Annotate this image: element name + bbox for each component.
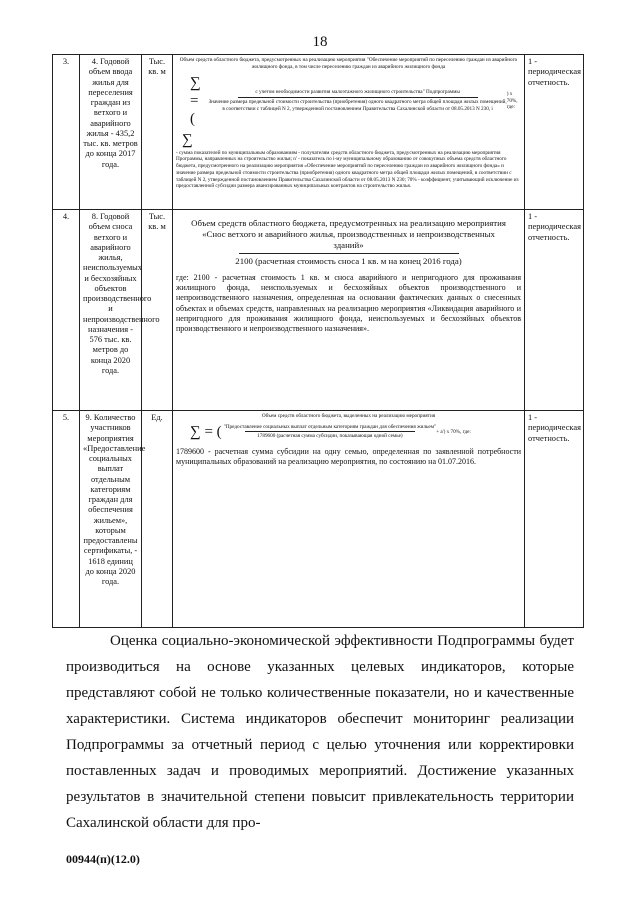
reporting-frequency: 1 - периодическая отчетность. <box>525 55 584 210</box>
fraction-line <box>238 97 478 98</box>
unit-of-measure: Тыс. кв. м <box>142 210 173 411</box>
table-row <box>53 411 584 628</box>
formula-fraction <box>190 423 521 441</box>
formula-tail: ) х 70%, где: <box>506 90 518 111</box>
formula-numerator: Объем средств областного бюджета, предусмотренных на реализацию мероприятия «Снос ветхого и аварийного жилья, производственных и непроизводственных зданий» <box>191 218 506 250</box>
formula-cell <box>173 55 525 210</box>
reporting-frequency: 1 - периодическая отчетность. <box>525 210 584 411</box>
formula-description: 1789600 - расчетная сумма субсидии на одну семью, определенная по заявленной потребности муниципальных образований на реализацию мероприятия, по состоянию на 01.07.2016. <box>176 447 521 467</box>
unit-of-measure: Тыс. кв. м <box>142 55 173 210</box>
formula-numerator: с учетом необходимости развития малоэтажного жилищного строительства" Подпрограммы <box>255 89 460 96</box>
formula-legend: - сумма показателей по муниципальным образованиям - получателям средств областного бюджета, предусмотренных на реализацию мероприятия Программы, направленных на строительство жилья; n' - показатель по i-му муниципальному образованию от совокупных объема средств областного бюджета, предусмотренного на реализацию мероприятия «Обеспечение мероприятий по переселению граждан из аварийного жилищного фонда» и значение размера предельной стоимости строительства (приобретения) одного квадратного метра общей площади жилых помещений, в соответствии с таблицей N 2, утвержденной постановлением Правительства Сахалинской области от 08.05.2013 N 230; 70% - коэффициент, учитывающий исключение из предоставленной субсидии размера авансированных муниципальных контрактов на строительство жилья. <box>176 149 519 190</box>
unit-of-measure: Ед. <box>142 411 173 628</box>
indicator-name: 4. Годовой объем ввода жилья для переселения граждан из ветхого и аварийного жилья - 435,2 тыс. кв. метров до конца 2017 года. <box>80 55 142 210</box>
formula-title: Объем средств областного бюджета, предусмотренных на реализацию мероприятия "Обеспечение мероприятий по переселению граждан из аварийного жилищного фонда, в том числе переселению граждан из аварийного жилищного фонда <box>179 57 518 70</box>
body-paragraph: Оценка социально-экономической эффективности Подпрограммы будет производиться на основе указанных целевых индикаторов, которые представляют собой не только количественные показатели, но и качественные характеристики. Система индикаторов обеспечит мониторинг реализации Подпрограммы за отчетный период с целью уточнения или корректировки поставленных задач и проводимых мероприятий. Достижение указанных результатов в значительной степени повысит привлекательность территории Сахалинской области для про- <box>66 633 574 831</box>
row-number: 5. <box>53 411 80 628</box>
table-row <box>53 210 584 411</box>
formula-denominator: Значение размера предельной стоимости строительства (приобретения) одного квадратного метра общей площади жилых помещений, в соответствии с таблицей N 2, утвержденной постановлением Правительства Сахалинской области от 08.05.2013 N 230, i <box>208 99 507 112</box>
formula-tail: + а') х 70%, где: <box>436 428 471 435</box>
formula-denominator: 2100 (расчетная стоимость сноса 1 кв. м на конец 2016 года) <box>235 255 462 266</box>
row-number: 4. <box>53 210 80 411</box>
sigma-symbol: ∑ <box>182 132 193 149</box>
document-code: 00944(п)(12.0) <box>66 852 140 866</box>
formula-denominator: 1789600 (расчетная сумма субсидии, показывающая одной семье) <box>257 433 403 440</box>
indicator-name: 9. Количество участников мероприятия «Предоставление социальных выплат отдельным категориям граждан для обеспечения жильем», которым предоставлены сертификаты, - 1618 единиц до конца 2020 года. <box>80 411 142 628</box>
sigma-symbol: ∑ = ( <box>190 74 201 128</box>
formula-cell <box>173 411 525 628</box>
reporting-frequency: 1 - периодическая отчетность. <box>525 411 584 628</box>
sigma-symbol: ∑ = ( <box>190 423 222 440</box>
formula-cell <box>173 210 525 411</box>
fraction-line <box>239 253 459 254</box>
row-number: 3. <box>53 55 80 210</box>
indicator-name: 8. Годовой объем сноса ветхого и аварийного жилья, неиспользуемых и бесхозяйных объектов производственного и непроизводственного назначения - 576 тыс. кв. метров до конца 2020 года. <box>80 210 142 411</box>
formula-description: где: 2100 - расчетная стоимость 1 кв. м сноса аварийного и непригодного для проживания жилищного фонда, неиспользуемых и бесхозяйных объектов производственного и непроизводственного назначения, определенная на основании фактических данных о снесенных объектах и объемах средств, направленных на реализацию мероприятия «Ликвидация аварийного и непригодного для проживания жилищного фонда, неиспользуемых и бесхозяйных объектов производственного и непроизводственного назначения». <box>176 272 521 334</box>
table-row <box>53 55 584 210</box>
page-number: 18 <box>312 34 328 50</box>
formula-title: Объем средств областного бюджета, выделенных на реализацию мероприятия <box>261 413 436 419</box>
formula-numerator: "Предоставление социальных выплат отдельным категориям граждан для обеспечения жильем" <box>223 423 437 430</box>
indicators-table <box>52 54 584 628</box>
formula-fraction <box>190 74 521 129</box>
